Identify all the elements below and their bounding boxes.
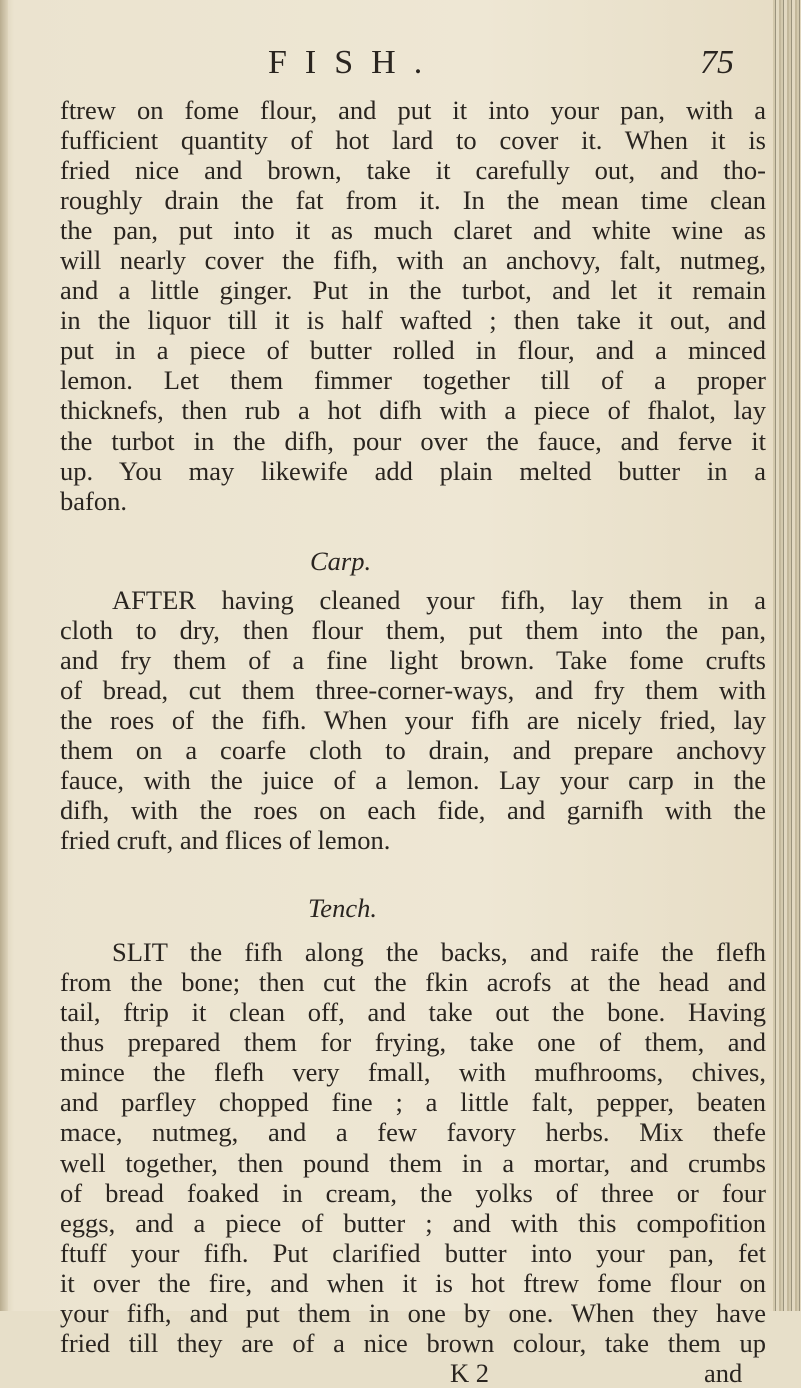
page-header	[0, 44, 801, 84]
page-edge-stack	[773, 0, 801, 1311]
page-number: 75	[700, 44, 734, 81]
text-line: thus prepared them for frying, take one of them, and	[60, 1027, 766, 1058]
text-line: the turbot in the difh, pour over the fauce, and ferve it	[60, 425, 766, 456]
text-line: the roes of the fifh. When your fifh are nicely fried, lay	[60, 704, 766, 735]
text-line: fried till they are of a nice brown colour, take them up	[60, 1327, 766, 1358]
text-line: in the liquor till it is half wafted ; then take it out, and	[60, 305, 766, 336]
text-line: AFTER having cleaned your fifh, lay them in a	[112, 584, 766, 615]
text-line: will nearly cover the fifh, with an anchovy, falt, nutmeg,	[60, 245, 766, 276]
signature-mark: K 2	[450, 1357, 490, 1388]
page-footer	[60, 1358, 766, 1388]
text-line: SLIT the fifh along the backs, and raife the flefh	[112, 937, 766, 968]
text-line: lemon. Let them fimmer together till of a proper	[60, 365, 766, 396]
paragraph-turbot-continued	[60, 95, 766, 516]
text-line: of bread, cut them three-corner-ways, and fry them with	[60, 674, 766, 705]
text-line: put in a piece of butter rolled in flour, and a minced	[60, 335, 766, 366]
text-line: them on a coarfe cloth to drain, and prepare anchovy	[60, 734, 766, 765]
text-line: it over the fire, and when it is hot ftrew fome flour on	[60, 1267, 766, 1298]
text-line: well together, then pound them in a mortar, and crumbs	[60, 1147, 766, 1178]
section-heading-tench: Tench.	[308, 893, 377, 924]
text-line: eggs, and a piece of butter ; and with this compofition	[60, 1207, 766, 1238]
text-line: fauce, with the juice of a lemon. Lay your carp in the	[60, 764, 766, 795]
text-line: bafon.	[60, 485, 127, 516]
body-text	[60, 95, 766, 1388]
text-line: and a little ginger. Put in the turbot, and let it remain	[60, 275, 766, 306]
paragraph-carp	[60, 585, 766, 855]
text-line: and parfley chopped fine ; a little falt, pepper, beaten	[60, 1087, 766, 1118]
text-line: thicknefs, then rub a hot difh with a piece of fhalot, lay	[60, 395, 766, 426]
section-heading-carp: Carp.	[310, 545, 372, 576]
text-line: tail, ftrip it clean off, and take out the bone. Having	[60, 997, 766, 1028]
text-line: of bread foaked in cream, the yolks of three or four	[60, 1177, 766, 1208]
text-line: and fry them of a fine light brown. Take fome crufts	[60, 644, 766, 675]
text-line: ftuff your fifh. Put clarified butter into your pan, fet	[60, 1237, 766, 1268]
text-line: ftrew on fome flour, and put it into your pan, with a	[60, 95, 766, 125]
text-line: up. You may likewife add plain melted butter in a	[60, 455, 766, 486]
text-line: fufficient quantity of hot lard to cover it. When it is	[60, 125, 766, 156]
text-line: the pan, put into it as much claret and white wine as	[60, 215, 766, 246]
text-line: your fifh, and put them in one by one. When they have	[60, 1297, 766, 1328]
text-line: fried cruft, and flices of lemon.	[60, 825, 391, 856]
text-line: mace, nutmeg, and a few favory herbs. Mix thefe	[60, 1117, 766, 1148]
text-line: fried nice and brown, take it carefully out, and tho-	[60, 155, 766, 186]
page-gutter	[0, 0, 8, 1311]
text-line: roughly drain the fat from it. In the mean time clean	[60, 185, 766, 216]
running-head: FISH.	[268, 44, 441, 81]
text-line: mince the flefh very fmall, with mufhrooms, chives,	[60, 1057, 766, 1088]
paragraph-tench	[60, 937, 766, 1358]
text-line: from the bone; then cut the fkin acrofs at the head and	[60, 967, 766, 998]
text-line: cloth to dry, then flour them, put them into the pan,	[60, 614, 766, 645]
catchword: and	[704, 1357, 743, 1388]
text-line: difh, with the roes on each fide, and garnifh with the	[60, 795, 766, 826]
